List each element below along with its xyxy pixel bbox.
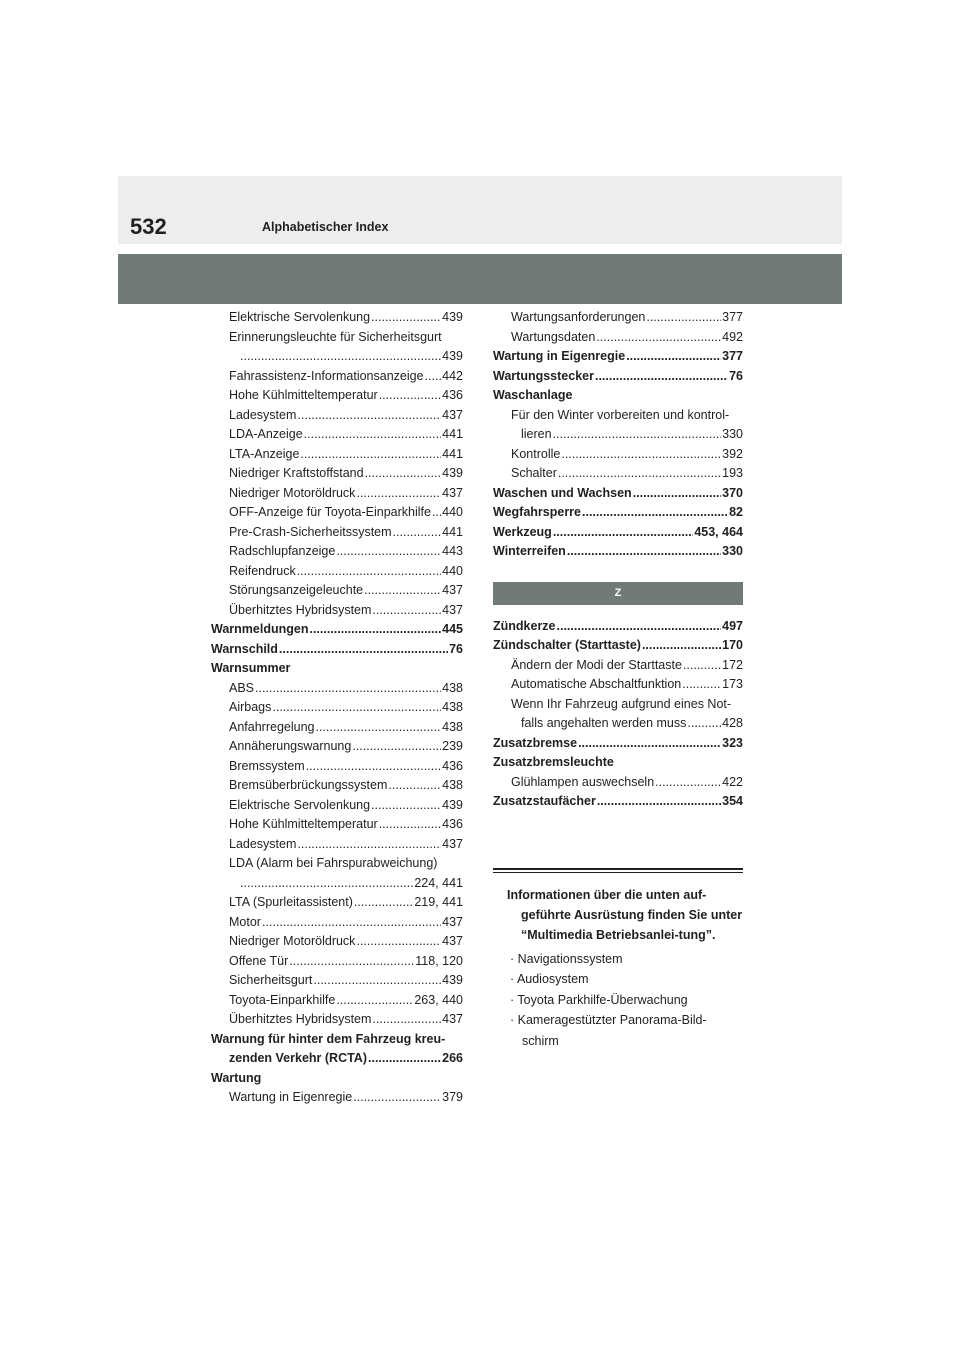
leader-dots <box>553 425 722 445</box>
entry-label: Ladesystem <box>229 836 297 851</box>
leader-dots <box>582 503 728 523</box>
entry-page: 354 <box>722 794 743 808</box>
entry-page: 170 <box>722 638 743 652</box>
entry-label-continuation: falls angehalten werden muss <box>521 716 687 730</box>
entry-label: Airbags <box>229 700 272 714</box>
entry-label: Zündkerze <box>493 618 556 633</box>
entry-page: 323 <box>722 735 743 750</box>
entry-page: 437 <box>442 1012 463 1026</box>
index-entry <box>211 952 463 972</box>
leader-dots <box>262 913 441 933</box>
leader-dots <box>595 367 728 387</box>
entry-label: Kontrolle <box>511 446 561 461</box>
index-heading <box>493 792 743 812</box>
entry-page: 436 <box>442 817 463 831</box>
entry-page: 439 <box>442 310 463 324</box>
section-letter-z: Z <box>493 582 743 605</box>
index-column-left <box>211 308 463 1108</box>
entry-label: Fahrassistenz-Informationsanzeige <box>229 368 424 383</box>
leader-dots <box>558 464 721 484</box>
index-entry <box>493 773 743 793</box>
leader-dots <box>371 308 441 328</box>
index-entry <box>211 854 463 874</box>
index-entry-continuation <box>211 874 463 894</box>
entry-page: 441 <box>442 427 463 441</box>
entry-label: ABS <box>229 680 255 695</box>
entry-label-continuation: zenden Verkehr (RCTA) <box>229 1051 367 1065</box>
index-entry <box>211 328 463 348</box>
entry-page: 445 <box>442 622 463 636</box>
entry-page: 437 <box>442 602 463 617</box>
leader-dots <box>646 308 721 328</box>
leader-dots <box>300 445 441 465</box>
entry-label: Annäherungswarnung <box>229 739 352 753</box>
entry-page: 437 <box>442 583 463 597</box>
index-entry <box>211 367 463 387</box>
leader-dots <box>304 425 441 445</box>
entry-label: Störungsanzeigeleuchte <box>229 583 364 597</box>
entry-page: 439 <box>442 349 463 363</box>
index-entry <box>493 656 743 676</box>
entry-label: Toyota-Einparkhilfe <box>229 992 336 1007</box>
entry-page: 330 <box>722 427 743 441</box>
leader-dots <box>272 698 441 718</box>
index-entry <box>211 835 463 855</box>
leader-dots <box>353 1088 441 1108</box>
info-item: · Toyota Parkhilfe-Überwachung <box>510 992 688 1007</box>
index-entry <box>211 523 463 543</box>
index-heading <box>211 1069 463 1089</box>
section-band <box>118 254 842 304</box>
entry-label: Für den Winter vorbereiten und kontrol- <box>511 407 730 422</box>
entry-page: 440 <box>442 505 463 519</box>
index-heading <box>493 753 743 773</box>
index-entry <box>493 445 743 465</box>
entry-label: Wartung in Eigenregie <box>229 1090 353 1104</box>
entry-label: Automatische Abschaltfunktion <box>511 677 682 691</box>
entry-page: 439 <box>442 466 463 480</box>
index-heading <box>211 640 463 660</box>
leader-dots <box>553 523 694 543</box>
info-box <box>493 868 743 1052</box>
entry-label: Erinnerungsleuchte für Sicherheitsgurt <box>229 329 442 344</box>
entry-label: Hohe Kühlmitteltemperatur <box>229 817 378 831</box>
entry-page: 266 <box>442 1051 463 1065</box>
leader-dots <box>388 776 441 796</box>
leader-dots <box>364 581 441 601</box>
index-entry <box>211 425 463 445</box>
entry-page: 263, 440 <box>414 992 463 1007</box>
entry-page: 76 <box>449 641 463 656</box>
entry-page: 330 <box>722 544 743 558</box>
entry-page: 437 <box>442 934 463 948</box>
leader-dots <box>597 792 721 812</box>
entry-label: Sicherheitsgurt <box>229 973 313 987</box>
entry-label: Wartung in Eigenregie <box>493 349 626 363</box>
leader-dots <box>393 523 442 543</box>
entry-label: Waschanlage <box>493 388 573 402</box>
index-heading <box>493 386 743 406</box>
entry-label: Radschlupfanzeige <box>229 544 336 558</box>
index-heading <box>493 617 743 637</box>
index-entry <box>211 737 463 757</box>
leader-dots <box>655 773 721 793</box>
entry-label: Wartung <box>211 1070 262 1085</box>
index-entry <box>211 484 463 504</box>
entry-page: 442 <box>442 368 463 383</box>
entry-label: Zusatzbremse <box>493 735 578 750</box>
leader-dots <box>368 1049 441 1069</box>
entry-label-continuation: lieren <box>521 427 552 441</box>
index-heading <box>211 1030 463 1050</box>
index-heading <box>493 542 743 562</box>
index-entry <box>211 991 463 1011</box>
index-entry <box>211 796 463 816</box>
index-entry <box>211 815 463 835</box>
entry-label: Reifendruck <box>229 563 296 578</box>
leader-dots <box>309 620 441 640</box>
entry-label: Wartungsdaten <box>511 329 596 344</box>
leader-dots <box>356 484 441 504</box>
entry-label: LDA-Anzeige <box>229 427 303 441</box>
index-entry <box>211 893 463 913</box>
index-entry <box>211 542 463 562</box>
index-column-right <box>493 308 743 1051</box>
entry-page: 438 <box>442 719 463 734</box>
entry-label: Wenn Ihr Fahrzeug aufgrund eines Not- <box>511 696 732 711</box>
leader-dots <box>372 601 441 621</box>
entry-label: Motor <box>229 914 261 929</box>
leader-dots <box>683 656 721 676</box>
index-heading <box>493 367 743 387</box>
entry-label: Schalter <box>511 466 557 480</box>
entry-page: 440 <box>442 563 463 578</box>
entry-page: 443 <box>442 544 463 558</box>
page-number: 532 <box>130 214 167 239</box>
entry-label: Elektrische Servolenkung <box>229 797 371 812</box>
leader-dots <box>354 893 413 913</box>
leader-dots <box>557 617 722 637</box>
entry-label: Ladesystem <box>229 407 297 422</box>
entry-page: 492 <box>722 329 743 344</box>
index-entry <box>493 464 743 484</box>
index-heading <box>493 503 743 523</box>
entry-label: Zusatzstaufächer <box>493 794 596 808</box>
leader-dots <box>297 562 441 582</box>
entry-page: 438 <box>442 778 463 792</box>
index-entry <box>211 601 463 621</box>
entry-label: Warnmeldungen <box>211 622 309 636</box>
leader-dots <box>432 503 441 523</box>
leader-dots <box>626 347 721 367</box>
index-heading <box>493 523 743 543</box>
entry-label: Niedriger Motoröldruck <box>229 934 356 948</box>
entry-page: 76 <box>729 368 743 383</box>
entry-label: LDA (Alarm bei Fahrspurabweichung) <box>229 856 438 870</box>
entry-page: 437 <box>442 407 463 422</box>
entry-page: 224, 441 <box>414 875 463 890</box>
index-entry-continuation <box>493 714 743 734</box>
leader-dots <box>336 991 413 1011</box>
leader-dots <box>306 757 441 777</box>
leader-dots <box>567 542 721 562</box>
entry-page: 428 <box>722 716 743 730</box>
index-entry-continuation <box>493 425 743 445</box>
page-title: Alphabetischer Index <box>262 220 389 234</box>
entry-label: Glühlampen auswechseln <box>511 774 655 789</box>
leader-dots <box>313 971 441 991</box>
index-entry <box>493 328 743 348</box>
entry-label: Pre-Crash-Sicherheitssystem <box>229 524 392 539</box>
index-entry <box>211 757 463 777</box>
leader-dots <box>352 737 441 757</box>
entry-label: Ändern der Modi der Starttaste <box>511 657 682 672</box>
index-heading <box>493 347 743 367</box>
index-entry <box>211 718 463 738</box>
entry-label: Zündschalter (Starttaste) <box>493 638 641 652</box>
index-entry <box>211 679 463 699</box>
entry-page: 441 <box>442 524 463 539</box>
leader-dots <box>687 714 721 734</box>
entry-label: Niedriger Motoröldruck <box>229 485 356 500</box>
info-item: · Navigationssystem <box>510 951 623 966</box>
index-heading <box>493 734 743 754</box>
entry-page: 439 <box>442 973 463 987</box>
entry-label: Bremsüberbrückungssystem <box>229 778 388 792</box>
index-entry <box>493 308 743 328</box>
entry-label: LTA-Anzeige <box>229 446 300 461</box>
entry-page: 392 <box>722 446 743 461</box>
entry-page: 437 <box>442 485 463 500</box>
header-band <box>118 176 842 244</box>
info-item: · Kameragestützter Panorama-Bild-schirm <box>510 1013 707 1048</box>
entry-label: Warnschild <box>211 641 278 656</box>
entry-page: 370 <box>722 485 743 500</box>
entry-label: Offene Tür <box>229 953 289 968</box>
entry-page: 173 <box>722 677 743 691</box>
leader-dots <box>633 484 721 504</box>
leader-dots <box>240 874 413 894</box>
index-entry <box>211 698 463 718</box>
index-entry <box>211 445 463 465</box>
entry-label: Werkzeug <box>493 524 552 539</box>
entry-page: 193 <box>722 466 743 480</box>
entry-page: 497 <box>722 618 743 633</box>
index-entry <box>211 913 463 933</box>
entry-page: 239 <box>442 739 463 753</box>
entry-page: 439 <box>442 797 463 812</box>
entry-label: Hohe Kühlmitteltemperatur <box>229 388 378 402</box>
index-entry <box>211 464 463 484</box>
entry-page: 118, 120 <box>415 953 463 968</box>
index-entry <box>211 386 463 406</box>
index-entry-continuation <box>211 347 463 367</box>
index-entry <box>211 406 463 426</box>
leader-dots <box>240 347 441 367</box>
leader-dots <box>365 464 442 484</box>
index-entry <box>211 776 463 796</box>
index-entry <box>493 675 743 695</box>
leader-dots <box>315 718 441 738</box>
leader-dots <box>379 815 441 835</box>
entry-label: Anfahrregelung <box>229 719 315 734</box>
entry-page: 436 <box>442 758 463 773</box>
index-entry <box>211 1010 463 1030</box>
entry-page: 377 <box>722 310 743 324</box>
leader-dots <box>682 675 721 695</box>
entry-page: 441 <box>442 446 463 461</box>
leader-dots <box>289 952 414 972</box>
info-heading: Informationen über die unten auf-geführte Ausrüstung finden Sie unter “Multimedia Betriebsanlei-tung”. <box>507 887 743 942</box>
entry-label: Zusatzbremsleuchte <box>493 755 614 769</box>
entry-page: 438 <box>442 700 463 714</box>
entry-page: 422 <box>722 774 743 789</box>
entry-label: Waschen und Wachsen <box>493 485 632 500</box>
entry-page: 219, 441 <box>414 895 463 909</box>
index-entry <box>211 562 463 582</box>
index-entry <box>211 971 463 991</box>
index-entry <box>211 932 463 952</box>
leader-dots <box>372 1010 441 1030</box>
entry-label: Wegfahrsperre <box>493 505 581 519</box>
leader-dots <box>297 835 441 855</box>
entry-label: Überhitztes Hybridsystem <box>229 1012 372 1026</box>
leader-dots <box>425 367 442 387</box>
index-heading <box>493 636 743 656</box>
leader-dots <box>596 328 721 348</box>
entry-page: 379 <box>442 1090 463 1104</box>
index-entry <box>211 1088 463 1108</box>
entry-page: 172 <box>722 657 743 672</box>
info-item: · Audiosystem <box>510 972 589 986</box>
leader-dots <box>371 796 441 816</box>
leader-dots <box>578 734 721 754</box>
index-entry <box>211 308 463 328</box>
info-rule <box>493 868 743 873</box>
index-entry <box>493 695 743 715</box>
leader-dots <box>642 636 721 656</box>
entry-label: Elektrische Servolenkung <box>229 310 371 324</box>
info-list <box>493 949 743 1052</box>
index-entry-continuation <box>211 1049 463 1069</box>
index-entry <box>493 406 743 426</box>
leader-dots <box>336 542 441 562</box>
entry-page: 82 <box>729 505 743 519</box>
entry-label: Warnsummer <box>211 661 291 675</box>
entry-label: Wartungsanforderungen <box>511 310 646 324</box>
entry-page: 437 <box>442 914 463 929</box>
index-entry <box>211 503 463 523</box>
entry-label: Winterreifen <box>493 544 566 558</box>
index-entry <box>211 581 463 601</box>
index-heading <box>211 620 463 640</box>
entry-label: OFF-Anzeige für Toyota-Einparkhilfe <box>229 505 431 519</box>
leader-dots <box>255 679 441 699</box>
entry-label: Niedriger Kraftstoffstand <box>229 466 364 480</box>
entry-label: Warnung für hinter dem Fahrzeug kreu- <box>211 1031 446 1046</box>
entry-page: 377 <box>722 349 743 363</box>
index-heading <box>493 484 743 504</box>
entry-label: Überhitztes Hybridsystem <box>229 602 372 617</box>
leader-dots <box>379 386 441 406</box>
leader-dots <box>356 932 441 952</box>
entry-page: 438 <box>442 680 463 695</box>
entry-page: 437 <box>442 836 463 851</box>
entry-label: Wartungsstecker <box>493 368 594 383</box>
entry-page: 436 <box>442 388 463 402</box>
entry-label: Bremssystem <box>229 758 305 773</box>
leader-dots <box>297 406 441 426</box>
entry-label: LTA (Spurleitassistent) <box>229 895 353 909</box>
entry-page: 453, 464 <box>694 524 743 539</box>
index-heading <box>211 659 463 679</box>
leader-dots <box>279 640 448 660</box>
leader-dots <box>561 445 721 465</box>
